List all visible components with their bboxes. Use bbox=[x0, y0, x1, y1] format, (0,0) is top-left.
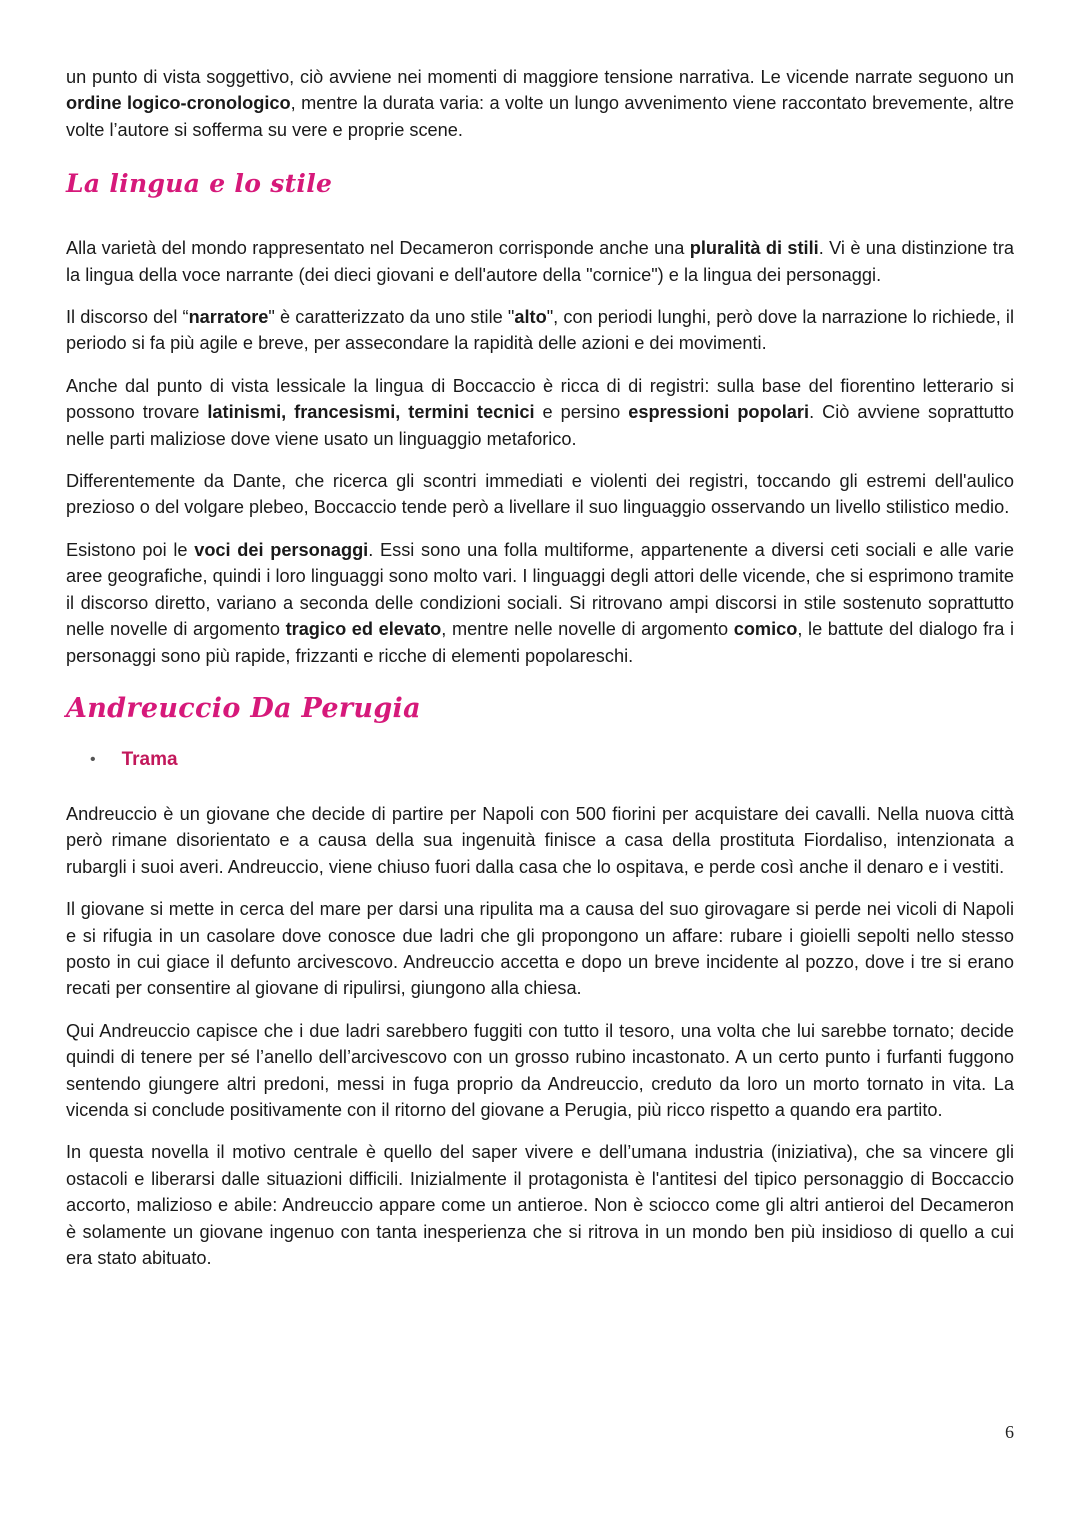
bold-run: tragico ed elevato bbox=[285, 619, 442, 640]
section-heading-lingua: La lingua e lo stile bbox=[66, 169, 333, 199]
page-number: 6 bbox=[1005, 1422, 1014, 1442]
lingua-paragraph-5 bbox=[66, 537, 1014, 669]
andreuccio-paragraph-4: In questa novella il motivo centrale è quello del saper vivere e dell’umana industria (iniziativa), che sa vincere gli ostacoli e liberarsi dalle situazioni difficili. Inizialmente il protagonista è l'antitesi del tipico personaggio di Boccaccio accorto, malizioso e abile: Andreuccio appare come un antieroe. Non è sciocco come gli altri antieroi del Decameron è solamente un giovane ingenuo con tanta inesperienza che si ritrova in un mondo ben più insidioso di quello a cui era stato abituato. bbox=[66, 1142, 1014, 1268]
text-run: " è caratterizzato da uno stile " bbox=[268, 307, 515, 328]
subheading-label: Trama bbox=[121, 748, 178, 770]
text-run: , mentre nelle novelle di argomento bbox=[441, 619, 734, 640]
text-run: Alla varietà del mondo rappresentato nel Decameron corrisponde anche una bbox=[66, 238, 690, 259]
text-run: . Essi sono una folla multiforme, appartenente a diversi ceti sociali e alle varie aree geografiche, quindi i loro linguaggi sono molto vari. I linguaggi degli attori delle vicende, che si esprimono tramite il discorso diretto, variano a seconda delle condizioni sociali. Si ritrovano ampi discorsi in stile sostenuto soprattutto nelle novelle di argomento bbox=[66, 539, 1015, 640]
lingua-paragraph-4: Differentemente da Dante, che ricerca gli scontri immediati e violenti dei registri, toccando gli estremi dell'aulico prezioso o del volgare plebeo, Boccaccio tende però a livellare il suo linguaggio osservando un livello stilistico medio. bbox=[66, 471, 1014, 518]
bold-run: latinismi, francesismi, termini tecnici bbox=[207, 402, 535, 423]
lingua-paragraph-2 bbox=[66, 304, 1014, 357]
lingua-paragraph-3 bbox=[66, 373, 1014, 452]
bold-run: alto bbox=[514, 307, 547, 328]
bold-run: espressioni popolari bbox=[628, 402, 810, 423]
text-run: . Ciò avviene soprattutto nelle parti maliziose dove viene usato un linguaggio metaforico. bbox=[66, 402, 1014, 449]
andreuccio-paragraph-3: Qui Andreuccio capisce che i due ladri sarebbero fuggiti con tutto il tesoro, una volta che lui sarebbe tornato; decide quindi di tenere per sé l’anello dell’arcivescovo con un grosso rubino incastonato. A un certo punto i furfanti fuggono sentendo giungere altri predoni, messi in fuga proprio da Andreuccio, creduto da loro un morto tornato in vita. La vicenda si conclude positivamente con il ritorno del giovane a Perugia, più ricco rispetto a quando era partito. bbox=[66, 1020, 1014, 1120]
text-run: Esistono poi le bbox=[66, 539, 195, 560]
text-run: e persino bbox=[534, 402, 629, 423]
bold-run: comico bbox=[733, 619, 798, 640]
andreuccio-paragraph-1: Andreuccio è un giovane che decide di partire per Napoli con 500 fiorini per acquistare dei cavalli. Nella nuova città però rimane disorientato e a causa della sua ingenuità finisce a casa della prostituta Fiordaliso, intenzionata a rubargli i suoi averi. Andreuccio, viene chiuso fuori dalla casa che lo ospitava, e perde così anche il denaro e i vestiti. bbox=[66, 803, 1014, 877]
document-page bbox=[66, 64, 1014, 1287]
intro-paragraph bbox=[66, 64, 1014, 143]
andreuccio-paragraph-2: Il giovane si mette in cerca del mare per darsi una ripulita ma a causa del suo girovagare si perde nei vicoli di Napoli e si rifugia in un casolare dove conosce due ladri che gli propongono un affare: rubare i gioielli sepolti nello stesso posto in cui giace il defunto arcivescovo. Andreuccio accetta e dopo un breve incidente al pozzo, dove i tre si erano recati per consentire al giovane di ripulirsi, giungono alla chiesa. bbox=[66, 899, 1014, 999]
section-heading-andreuccio: Andreuccio Da Perugia bbox=[66, 692, 421, 724]
bold-run: narratore bbox=[188, 307, 269, 328]
text-run: un punto di vista soggettivo, ciò avviene nei momenti di maggiore tensione narrativa. Le vicende narrate seguono un bbox=[66, 67, 1014, 87]
text-run: , mentre la durata varia: a volte un lungo avvenimento viene raccontato brevemente, altre volte l’autore si sofferma su vere e proprie scene. bbox=[66, 93, 1014, 140]
subheading-trama bbox=[90, 749, 1014, 771]
bold-run: pluralità di stili bbox=[689, 238, 819, 259]
lingua-paragraph-1 bbox=[66, 235, 1014, 288]
text-run: ", con periodi lunghi, però dove la narrazione lo richiede, il periodo si fa più agile e breve, per assecondare la rapidità delle azioni e dei movimenti. bbox=[66, 307, 1014, 354]
text-run: Anche dal punto di vista lessicale la lingua di Boccaccio è ricca di di registri: sulla base del fiorentino letterario si possono trovare bbox=[66, 375, 1014, 423]
text-run: Il discorso del “ bbox=[66, 307, 189, 328]
text-run: . Vi è una distinzione tra la lingua della voce narrante (dei dieci giovani e dell'autore della "cornice") e la lingua dei personaggi. bbox=[66, 238, 1014, 285]
bold-run: ordine logico-cronologico bbox=[66, 93, 291, 114]
bold-run: voci dei personaggi bbox=[194, 539, 369, 560]
text-run: , le battute del dialogo fra i personaggi sono più rapide, frizzanti e ricche di elementi popolareschi. bbox=[66, 619, 1014, 666]
bullet-icon: • bbox=[90, 750, 96, 768]
